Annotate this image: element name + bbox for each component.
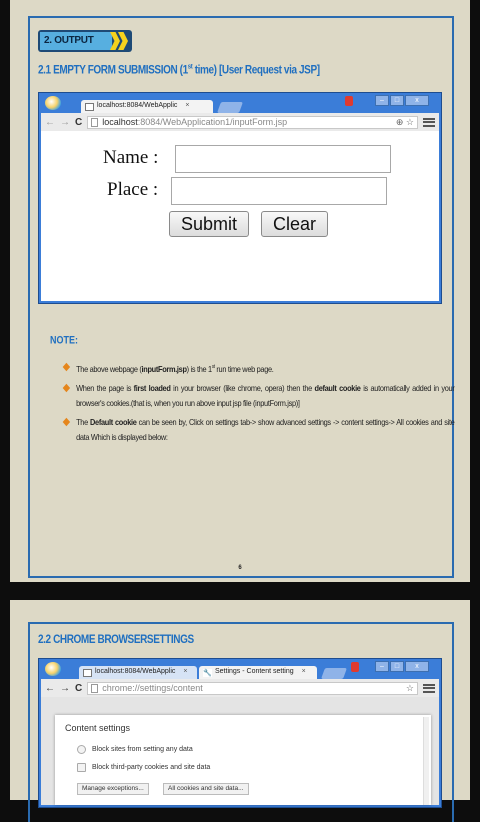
record-indicator-icon — [345, 96, 353, 106]
reload-icon[interactable]: C — [75, 682, 83, 694]
manage-exceptions-button[interactable]: Manage exceptions... — [77, 783, 149, 795]
browser-titlebar — [39, 659, 441, 679]
note-list — [62, 360, 455, 449]
document-page-2 — [10, 600, 470, 800]
url-text: chrome://settings/content — [102, 683, 203, 693]
page-icon — [91, 684, 98, 693]
place-input[interactable] — [171, 177, 387, 205]
section-tag — [38, 30, 132, 52]
maximize-icon[interactable]: □ — [390, 95, 404, 106]
url-path: :8084/WebApplication1/inputForm.jsp — [137, 117, 288, 127]
page-content — [41, 131, 439, 301]
minimize-icon[interactable]: – — [375, 661, 389, 672]
browser-tab[interactable] — [79, 666, 197, 680]
name-input[interactable] — [175, 145, 391, 173]
all-cookies-button[interactable]: All cookies and site data... — [163, 783, 249, 795]
page-icon — [91, 118, 98, 127]
radio-button[interactable] — [77, 745, 86, 754]
page-number: 6 — [238, 565, 242, 571]
place-label: Place : — [107, 179, 159, 200]
browser-titlebar — [39, 93, 441, 113]
back-icon[interactable]: ← — [45, 682, 55, 694]
close-window-icon[interactable]: x — [405, 661, 429, 672]
forward-icon[interactable]: → — [60, 116, 70, 128]
zoom-star-icons[interactable]: ⊕ ☆ — [395, 116, 414, 127]
option-label: Block sites from setting any data — [92, 746, 193, 753]
dialog-title: Content settings — [65, 723, 131, 733]
content-settings-dialog — [55, 715, 431, 805]
browser-window — [38, 92, 442, 304]
list-item: The Default cookie can be seen by, Click on settings tab-> show advanced settings -> content settings-> All cookies and site data Which is displayed below: — [62, 415, 454, 444]
name-label: Name : — [103, 147, 159, 168]
page-content — [41, 697, 439, 805]
forward-icon[interactable]: → — [60, 682, 70, 694]
chrome-logo-icon — [45, 96, 61, 110]
section-heading: 2.2 CHROME BROWSERSETTINGS — [38, 634, 194, 647]
browser-window — [38, 658, 442, 808]
scrollbar[interactable] — [423, 717, 429, 805]
document-page-1 — [10, 0, 470, 582]
reload-icon[interactable]: C — [75, 116, 83, 128]
close-window-icon[interactable]: x — [405, 95, 429, 106]
record-indicator-icon — [351, 662, 359, 672]
browser-tab[interactable] — [81, 100, 213, 114]
menu-icon[interactable] — [423, 118, 435, 127]
list-item: When the page is first loaded in your browser (like chrome, opera) then the default cookie is automatically added in your browser's cookies.(that is, when you run above input jsp file (inputForm.jsp)] — [62, 381, 454, 410]
new-tab-button[interactable] — [217, 102, 243, 113]
back-icon[interactable]: ← — [45, 116, 55, 128]
block-third-party-option[interactable] — [77, 763, 210, 772]
address-bar[interactable] — [87, 116, 418, 129]
note-title: NOTE: — [50, 334, 78, 346]
option-label: Block third-party cookies and site data — [92, 764, 211, 771]
star-icon[interactable]: ☆ — [405, 682, 414, 693]
page-favicon-icon — [83, 669, 92, 677]
address-bar[interactable] — [87, 682, 418, 695]
wrench-icon: 🔧 — [203, 670, 212, 677]
tab-close-icon[interactable]: × — [301, 668, 306, 675]
url-host: localhost — [102, 117, 138, 127]
section-tag-label: 2. OUTPUT — [40, 32, 112, 50]
section-heading: 2.1 EMPTY FORM SUBMISSION (1st time) [User Request via JSP] — [38, 64, 320, 78]
clear-button[interactable]: Clear — [261, 211, 328, 237]
tab-close-icon[interactable]: × — [185, 102, 190, 109]
list-item: The above webpage (inputForm.jsp) is the 1st run time web page. — [62, 360, 454, 376]
checkbox[interactable] — [77, 763, 86, 772]
minimize-icon[interactable]: – — [375, 95, 389, 106]
submit-button[interactable]: Submit — [169, 211, 249, 237]
browser-tab-settings[interactable] — [199, 666, 317, 680]
page-favicon-icon — [85, 103, 94, 111]
tab-label: localhost:8084/WebApplic — [95, 668, 176, 675]
new-tab-button[interactable] — [321, 668, 347, 679]
window-controls — [375, 661, 429, 672]
tab-label: Settings - Content setting — [215, 668, 294, 675]
menu-icon[interactable] — [423, 684, 435, 693]
browser-toolbar — [41, 679, 439, 697]
tab-close-icon[interactable]: × — [183, 668, 188, 675]
chrome-logo-icon — [45, 662, 61, 676]
browser-toolbar — [41, 113, 439, 131]
maximize-icon[interactable]: □ — [390, 661, 404, 672]
window-controls — [375, 95, 429, 106]
block-sites-option[interactable] — [77, 745, 193, 754]
tab-label: localhost:8084/WebApplic — [97, 102, 178, 109]
